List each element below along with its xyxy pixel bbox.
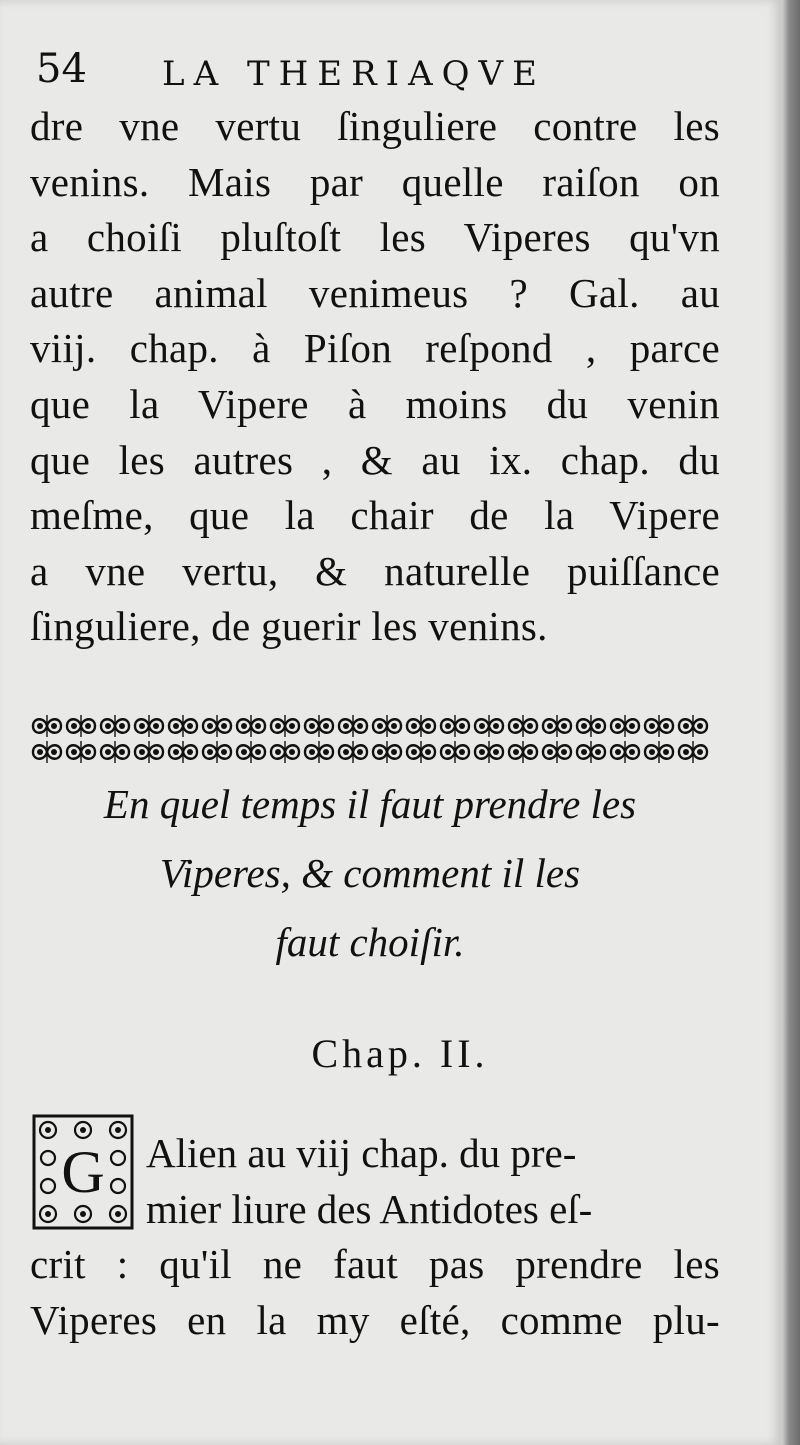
text-line: crit : qu'il ne faut pas prendre les bbox=[30, 1241, 720, 1287]
chapter-heading: Chap. II. bbox=[311, 1031, 489, 1076]
body-paragraph bbox=[30, 99, 720, 655]
text-line: que la Vipere à moins du venin bbox=[30, 380, 720, 427]
page-edge bbox=[782, 0, 800, 1445]
text-line: autre animal venimeus ? Gal. au bbox=[30, 269, 720, 316]
chapter-title-line: En quel temps il faut prendre les bbox=[103, 781, 637, 827]
text-line: Alien au viij chap. du pre- bbox=[146, 1130, 577, 1176]
chapter-text-indented bbox=[146, 1126, 722, 1237]
chapter-title-line: Viperes, & comment il les bbox=[159, 850, 581, 896]
text-line: dre vne vertu ſinguliere contre les bbox=[30, 103, 720, 149]
text-line: meſme, que la chair de la Vipere bbox=[30, 492, 720, 539]
drop-cap-letter: G bbox=[61, 1139, 105, 1205]
running-title: LA THERIAQVE bbox=[162, 54, 546, 94]
text-line: a vne vertu, & naturelle puiſſance bbox=[30, 547, 720, 594]
chapter-title bbox=[30, 770, 710, 977]
page-number: 54 bbox=[36, 46, 87, 92]
text-line: venins. Mais par quelle raiſon on bbox=[30, 158, 720, 205]
chapter-title-line: faut choiſir. bbox=[275, 919, 465, 965]
text-line: Viperes en la my eſté, comme plu- bbox=[30, 1296, 720, 1343]
chapter-text bbox=[30, 1237, 720, 1348]
text-line: que les autres , & au ix. chap. du bbox=[30, 436, 720, 483]
text-line: a choiſi pluſtoſt les Viperes qu'vn bbox=[30, 214, 720, 261]
ornament-band bbox=[30, 713, 710, 765]
page-header bbox=[36, 40, 736, 100]
text-line: viij. chap. à Piſon reſpond , parce bbox=[30, 325, 720, 372]
text-line: ſinguliere, de guerir les venins. bbox=[30, 603, 548, 650]
text-line: mier liure des Antidotes eſ- bbox=[146, 1185, 593, 1232]
decorated-initial bbox=[32, 1114, 134, 1230]
